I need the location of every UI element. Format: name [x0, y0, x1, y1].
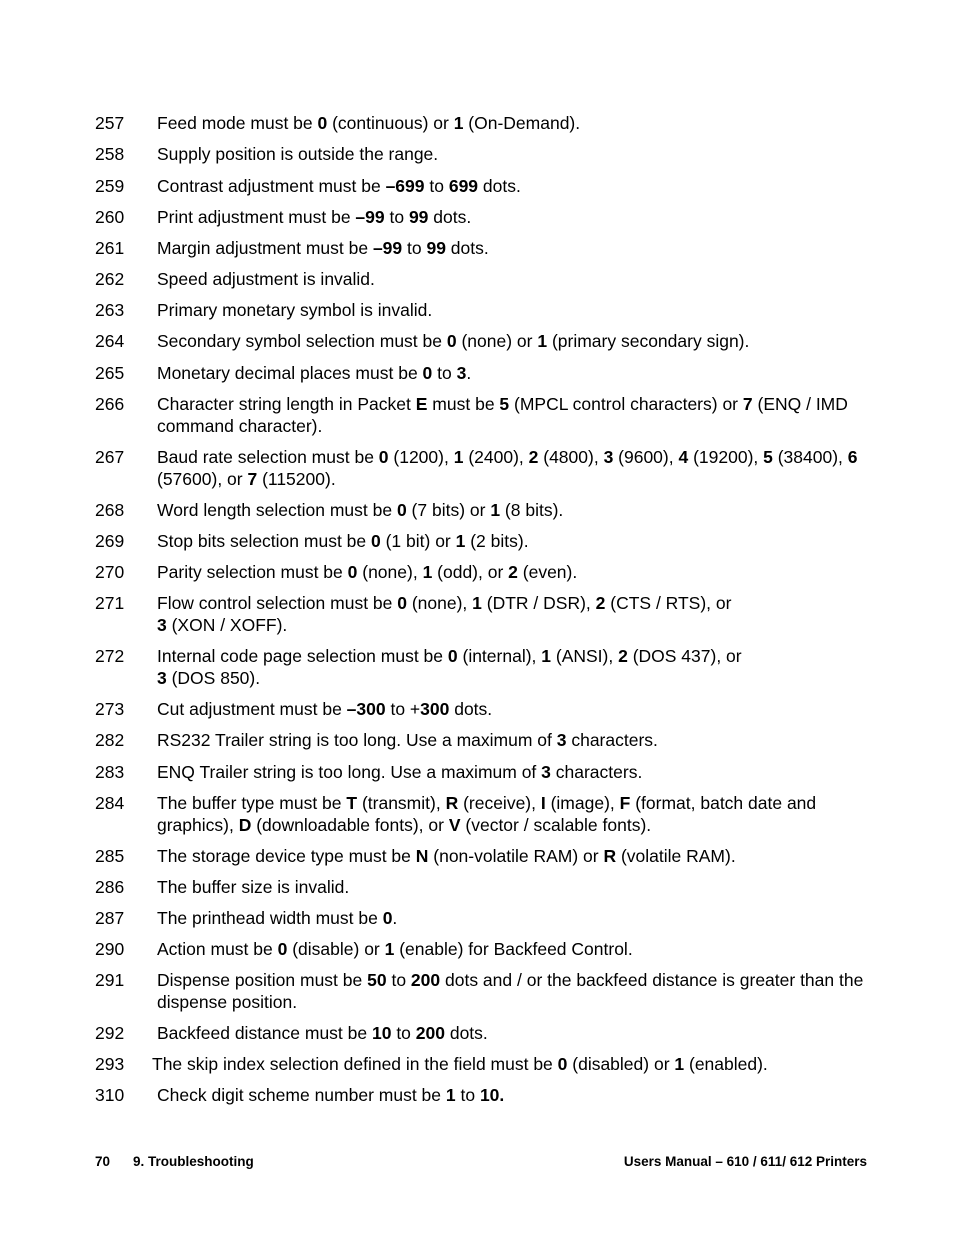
description-text: to [384, 207, 409, 227]
bold-value: 3 [157, 668, 167, 688]
bold-value: R [445, 793, 459, 813]
error-code: 286 [95, 877, 125, 897]
description-text: (38400), [772, 447, 848, 467]
bold-value: 7 [247, 469, 258, 489]
bold-value: 0 [557, 1054, 568, 1074]
error-code: 269 [95, 531, 125, 551]
bold-value: 3 [603, 447, 614, 467]
error-code: 259 [95, 176, 125, 196]
error-description [157, 1084, 869, 1106]
error-code: 310 [95, 1085, 125, 1105]
description-text: to [424, 176, 449, 196]
description-text: characters. [566, 730, 658, 750]
description-text: dots. [449, 699, 493, 719]
description-text: (even). [517, 562, 578, 582]
bold-value: 0 [378, 447, 389, 467]
description-text: Character string length in Packet [157, 394, 416, 414]
description-text: (odd), or [432, 562, 509, 582]
bold-value: 0 [382, 908, 393, 928]
description-text: dots. [445, 238, 489, 258]
description-text: (disabled) or [567, 1054, 675, 1074]
bold-value: 2 [595, 593, 606, 613]
bold-value: 1 [453, 113, 464, 133]
page-number: 70 [95, 1154, 111, 1169]
error-description [157, 592, 869, 636]
description-text: Parity selection must be [157, 562, 348, 582]
description-text: (continuous) or [327, 113, 454, 133]
error-description [157, 792, 869, 836]
error-description [157, 938, 869, 960]
description-text: to [391, 1023, 416, 1043]
error-code: 262 [95, 269, 125, 289]
error-description [157, 206, 869, 228]
bold-value: I [540, 793, 546, 813]
error-description [157, 530, 869, 552]
error-code: 258 [95, 144, 125, 164]
description-text: The skip index selection defined in the field must be [152, 1054, 558, 1074]
bold-value: –99 [372, 238, 403, 258]
description-text: Stop bits selection must be [157, 531, 371, 551]
description-text: (volatile RAM). [616, 846, 736, 866]
description-text: Monetary decimal places must be [157, 363, 423, 383]
error-code: 268 [95, 500, 125, 520]
error-code: 263 [95, 300, 125, 320]
error-description [157, 907, 869, 929]
description-text: (1200), [388, 447, 454, 467]
bold-value: E [415, 394, 428, 414]
description-text: (disable) or [287, 939, 385, 959]
error-description [157, 761, 869, 783]
error-description [157, 299, 869, 321]
bold-value: 1 [537, 331, 548, 351]
description-text: (2400), [463, 447, 529, 467]
description-text: (transmit), [357, 793, 446, 813]
bold-value: 50 [367, 970, 387, 990]
description-text: Cut adjustment must be [157, 699, 347, 719]
bold-value: V [448, 815, 461, 835]
description-text: ENQ Trailer string is too long. Use a maximum of [157, 762, 542, 782]
bold-value: 10. [479, 1085, 505, 1105]
bold-value: 1 [472, 593, 482, 613]
description-text: (MPCL control characters) or [509, 394, 743, 414]
bold-value: 7 [742, 394, 753, 414]
description-text: dots. [428, 207, 472, 227]
description-text: (DTR / DSR), [481, 593, 596, 613]
error-description [152, 1053, 864, 1075]
description-text: The buffer type must be [157, 793, 347, 813]
bold-value: 2 [528, 447, 539, 467]
bold-value: 300 [420, 699, 450, 719]
description-text: to [386, 970, 411, 990]
error-description [157, 268, 869, 290]
bold-value: –699 [385, 176, 425, 196]
description-text: (1 bit) or [380, 531, 456, 551]
description-text: Margin adjustment must be [157, 238, 373, 258]
description-text: (format, batch date and graphics), [157, 793, 817, 835]
description-text: to + [385, 699, 421, 719]
description-text: (receive), [458, 793, 541, 813]
bold-value: N [415, 846, 429, 866]
description-text: (downloadable fonts), or [251, 815, 449, 835]
bold-value: 5 [763, 447, 773, 467]
error-code: 266 [95, 394, 125, 414]
description-text: Secondary symbol selection must be [157, 331, 447, 351]
bold-value: 1 [422, 562, 433, 582]
description-text: (XON / XOFF). [166, 615, 288, 635]
description-text: dots. [478, 176, 521, 196]
description-text: (DOS 437), or [627, 646, 742, 666]
bold-value: 99 [426, 238, 446, 258]
error-description [157, 393, 869, 437]
description-text: (7 bits) or [406, 500, 491, 520]
description-text: Flow control selection must be [157, 593, 398, 613]
error-code: 283 [95, 762, 125, 782]
description-text: (none) or [456, 331, 538, 351]
bold-value: 0 [347, 562, 358, 582]
description-text: to [402, 238, 427, 258]
bold-value: 5 [499, 394, 510, 414]
error-code: 261 [95, 238, 125, 258]
bold-value: 0 [277, 939, 288, 959]
error-description [157, 698, 869, 720]
description-text: Supply position is outside the range. [157, 144, 439, 164]
bold-value: 200 [415, 1023, 445, 1043]
description-text: (9600), [613, 447, 679, 467]
description-text: (8 bits). [500, 500, 564, 520]
bold-value: 3 [541, 762, 551, 782]
bold-value: 0 [397, 593, 407, 613]
description-text: (19200), [688, 447, 764, 467]
description-text: Backfeed distance must be [157, 1023, 372, 1043]
bold-value: 200 [410, 970, 441, 990]
description-text: Speed adjustment is invalid. [157, 269, 375, 289]
bold-value: –300 [346, 699, 386, 719]
description-text: (ENQ / IMD command character). [157, 394, 848, 436]
error-description [157, 362, 869, 384]
bold-value: –99 [355, 207, 385, 227]
error-code: 267 [95, 447, 125, 467]
description-text: The buffer size is invalid. [157, 877, 350, 897]
bold-value: 1 [541, 646, 551, 666]
description-text: (internal), [457, 646, 542, 666]
description-text: (ANSI), [551, 646, 619, 666]
bold-value: 2 [618, 646, 628, 666]
error-code: 284 [95, 793, 125, 813]
description-text: (primary secondary sign). [547, 331, 750, 351]
error-code: 257 [95, 113, 125, 133]
bold-value: 0 [317, 113, 328, 133]
bold-value: 0 [422, 363, 433, 383]
description-text: Contrast adjustment must be [157, 176, 386, 196]
error-code: 290 [95, 939, 125, 959]
bold-value: T [346, 793, 358, 813]
description-text: to [432, 363, 457, 383]
description-text: (vector / scalable fonts). [460, 815, 652, 835]
error-description [157, 561, 869, 583]
bold-value: 0 [447, 646, 458, 666]
bold-value: 3 [556, 730, 567, 750]
bold-value: 1 [445, 1085, 456, 1105]
bold-value: 3 [157, 615, 167, 635]
section-title: 9. Troubleshooting [133, 1154, 254, 1169]
error-description [157, 729, 869, 751]
description-text: (4800), [538, 447, 604, 467]
error-code: 264 [95, 331, 125, 351]
error-code: 265 [95, 363, 125, 383]
description-text: (image), [545, 793, 620, 813]
description-text: (enabled). [684, 1054, 768, 1074]
error-code: 282 [95, 730, 125, 750]
bold-value: 10 [371, 1023, 392, 1043]
bold-value: 3 [456, 363, 467, 383]
error-code: 292 [95, 1023, 125, 1043]
error-description [157, 175, 869, 197]
error-description [157, 845, 869, 867]
description-text: Print adjustment must be [157, 207, 356, 227]
bold-value: 1 [674, 1054, 685, 1074]
bold-value: R [603, 846, 617, 866]
error-code: 287 [95, 908, 125, 928]
description-text: (2 bits). [465, 531, 529, 551]
bold-value: 2 [508, 562, 518, 582]
bold-value: 1 [455, 531, 466, 551]
error-description [157, 1022, 869, 1044]
error-code: 272 [95, 646, 125, 666]
description-text: Internal code page selection must be [157, 646, 448, 666]
description-text: Feed mode must be [157, 113, 318, 133]
description-text: . [392, 908, 398, 928]
error-code: 285 [95, 846, 125, 866]
description-text: The printhead width must be [157, 908, 383, 928]
description-text: must be [427, 394, 500, 414]
error-description [157, 499, 869, 521]
description-text: dots and / or the backfeed distance is greater than the dispense position. [157, 970, 864, 1012]
bold-value: 1 [384, 939, 395, 959]
error-description [157, 112, 869, 134]
bold-value: 699 [448, 176, 479, 196]
bold-value: 1 [490, 500, 501, 520]
description-text: (non-volatile RAM) or [428, 846, 604, 866]
description-text: to [455, 1085, 480, 1105]
description-text: (none), [357, 562, 423, 582]
description-text: Word length selection must be [157, 500, 397, 520]
description-text: Primary monetary symbol is invalid. [157, 300, 433, 320]
error-code: 273 [95, 699, 125, 719]
error-description [157, 969, 869, 1013]
description-text: (57600), or [157, 469, 248, 489]
error-description [157, 876, 869, 898]
error-code: 270 [95, 562, 125, 582]
description-text: (115200). [257, 469, 336, 489]
description-text: (On-Demand). [463, 113, 581, 133]
error-description [157, 330, 869, 352]
description-text: The storage device type must be [157, 846, 416, 866]
bold-value: F [619, 793, 631, 813]
error-code: 291 [95, 970, 125, 990]
description-text: Check digit scheme number must be [157, 1085, 446, 1105]
description-text: Action must be [157, 939, 278, 959]
description-text: (none), [406, 593, 473, 613]
error-description [157, 446, 869, 490]
bold-value: 0 [446, 331, 457, 351]
bold-value: D [238, 815, 252, 835]
error-code: 260 [95, 207, 125, 227]
error-description [157, 645, 869, 689]
error-description [157, 237, 869, 259]
description-text: characters. [550, 762, 643, 782]
manual-title: Users Manual – 610 / 611/ 612 Printers [623, 1154, 867, 1169]
bold-value: 0 [396, 500, 407, 520]
error-code: 293 [95, 1054, 125, 1074]
description-text: (DOS 850). [166, 668, 261, 688]
description-text: dots. [444, 1023, 488, 1043]
description-text: (CTS / RTS), or [605, 593, 732, 613]
bold-value: 1 [453, 447, 464, 467]
bold-value: 6 [847, 447, 858, 467]
error-description [157, 143, 869, 165]
description-text: Baud rate selection must be [157, 447, 379, 467]
description-text: . [466, 363, 472, 383]
description-text: (enable) for Backfeed Control. [394, 939, 633, 959]
bold-value: 99 [408, 207, 429, 227]
bold-value: 0 [371, 531, 381, 551]
description-text: Dispense position must be [157, 970, 368, 990]
bold-value: 4 [678, 447, 689, 467]
error-code: 271 [95, 593, 125, 613]
description-text: RS232 Trailer string is too long. Use a maximum of [157, 730, 557, 750]
